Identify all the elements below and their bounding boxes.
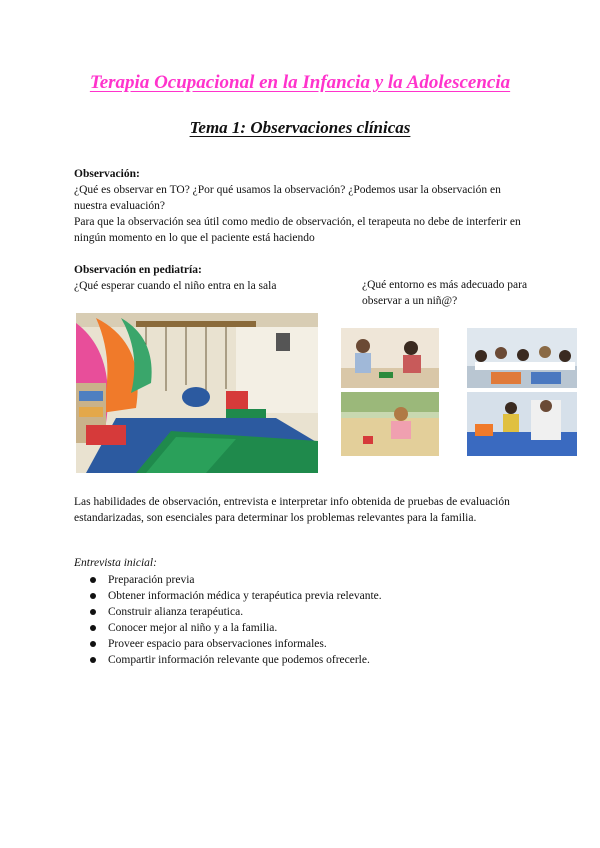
list-item: Compartir información relevante que podemos ofrecerle. (74, 652, 534, 668)
section-observacion (74, 166, 534, 246)
therapy-room-illustration (76, 313, 318, 473)
collage-sandbox (341, 392, 439, 456)
pediatria-question-right: ¿Qué entorno es más adecuado para observar a un niñ@? (362, 279, 528, 307)
observacion-definition: Para que la observación sea útil como medio de observación, el terapeuta no debe de interferir en ningún momento en lo que el paciente está haciendo (74, 216, 521, 244)
environments-collage-illustration (341, 328, 577, 456)
entrevista-list (74, 572, 534, 668)
topic-title: Tema 1: Observaciones clínicas (189, 118, 411, 137)
observacion-questions: ¿Qué es observar en TO? ¿Por qué usamos la observación? ¿Podemos usar la observación en nuestra evaluación? (74, 184, 501, 212)
bullet-icon (90, 609, 96, 615)
bullet-icon (90, 577, 96, 583)
collage-therapy-gym (467, 392, 577, 456)
pediatria-question-left: ¿Qué esperar cuando el niño entra en la sala (74, 280, 277, 292)
bullet-icon (90, 593, 96, 599)
bullet-icon (90, 625, 96, 631)
bullet-icon (90, 641, 96, 647)
collage-classroom (467, 328, 577, 388)
observacion-heading: Observación: (74, 168, 140, 180)
list-item: Obtener información médica y terapéutica previa relevante. (74, 588, 534, 604)
list-item: Conocer mejor al niño y a la familia. (74, 620, 534, 636)
skills-paragraph: Las habilidades de observación, entrevista e interpretar info obtenida de pruebas de evaluación estandarizadas, son esenciales para determinar los problemas relevantes para la familia. (74, 496, 510, 524)
list-item: Preparación previa (74, 572, 534, 588)
environments-collage (341, 328, 577, 456)
list-item: Proveer espacio para observaciones informales. (74, 636, 534, 652)
list-item: Construir alianza terapéutica. (74, 604, 534, 620)
therapy-room-photo (76, 313, 318, 473)
entrevista-label: Entrevista inicial: (74, 557, 157, 569)
collage-floor-play (341, 328, 439, 388)
bullet-icon (90, 657, 96, 663)
document-title: Terapia Ocupacional en la Infancia y la Adolescencia (89, 72, 511, 93)
pediatria-heading: Observación en pediatría: (74, 264, 202, 276)
